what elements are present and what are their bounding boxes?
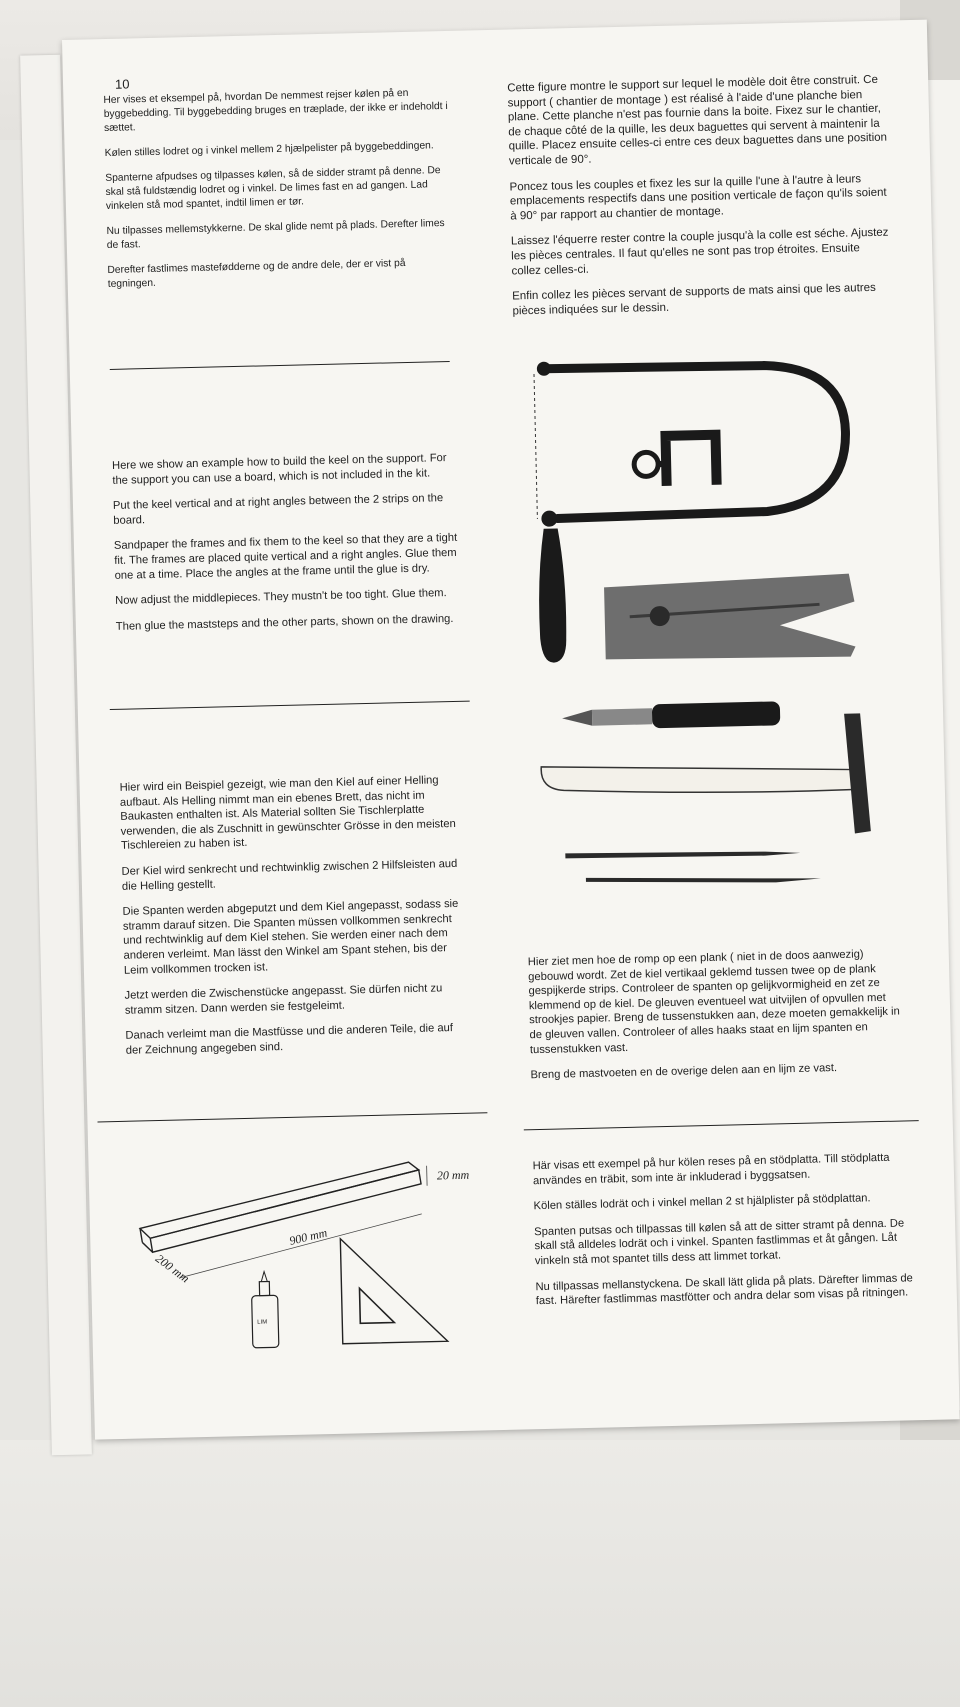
paintbrush-icon bbox=[565, 847, 821, 887]
german-paragraph: Die Spanten werden abgeputzt und dem Kiel angepasst, sodass sie stramm darauf sitzen. Die Spanten müssen vollkommen senkrecht und rechtwinklig auf dem Kiel stehen. Sie werden einer nach dem anderen verleimt. Man lässt den Winkel am Spant stehen, bis der Leim vollkommen trocken ist. bbox=[122, 898, 459, 977]
danish-paragraph: Her vises et eksempel på, hvordan De nemmest rejser kølen på en byggebedding. Til byggebedding bruges en træplade, der ikke er indeholdt i sættet. bbox=[103, 87, 448, 135]
section-divider bbox=[110, 701, 470, 710]
english-paragraph: Here we show an example how to build the keel on the support. For the support you can use a board, which is not included in the kit. bbox=[111, 452, 447, 487]
swedish-paragraph: Här visas ett exempel på hur kölen reses på en stödplatta. Till stödplatta användes en träbit, som inte är inkluderad i byggsatsen. bbox=[532, 1151, 890, 1187]
set-square-icon bbox=[340, 1236, 447, 1343]
french-paragraph: Laissez l'équerre rester contre la couple jusqu'à la colle est séche. Ajustez les pièces centrales. Il faut qu'elles ne sont pas trop étroites. Ensuite collez celles-ci. bbox=[510, 226, 889, 278]
german-paragraph: Jetzt werden die Zwischenstücke angepasst. Sie dürfen nicht zu stramm sitzen. Dann werden sie festgeleimt. bbox=[124, 982, 443, 1017]
wooden-clothespin-icon bbox=[604, 573, 856, 662]
swedish-paragraph: Spanten putsas och tillpassas till kølen så att de sitter stramt på denna. De skall stå alldeles lodrät och i vinkel. Spanten fastlimmas et åt gången. Låt vinkeln stå mot spantet tills dess att limmet torkat. bbox=[534, 1217, 905, 1268]
german-paragraph: Hier wird ein Beispiel gezeigt, wie man den Kiel auf einer Helling aufbaut. Als Helling nimmt man ein ebenes Brett, das nicht im Baukasten enthalten ist. Als Material sollten Sie Tischlerplatte verwenden, die als Zuschnitt in gewünschter Grösse in den meisten Tischlereien zu haben ist. bbox=[119, 774, 456, 853]
page-number: 10 bbox=[114, 76, 130, 92]
section-divider bbox=[97, 1112, 487, 1122]
glue-bottle-icon bbox=[251, 1271, 279, 1348]
swedish-paragraph: Kölen ställes lodrät och i vinkel mellan 2 st hjälplister på stödplattan. bbox=[533, 1192, 871, 1213]
danish-paragraph: Spanterne afpudses og tilpasses kølen, så de sidder stramt på denne. De skal stå fuldstændig lodret og i vinkel. De limes fast en ad gangen. Lad vinkelen stå mod spantet, indtil limen er tør. bbox=[105, 165, 441, 213]
section-divider bbox=[524, 1120, 919, 1130]
tools-illustration bbox=[513, 340, 906, 909]
dutch-section bbox=[528, 946, 911, 1094]
hammer-icon bbox=[540, 713, 871, 841]
french-section bbox=[507, 73, 893, 330]
width-dimension: 200 mm bbox=[152, 1251, 193, 1286]
french-paragraph: Enfin collez les pièces servant de supports de mats ainsi que les autres pièces indiquées sur le dessin. bbox=[512, 282, 876, 318]
wooden-board-icon bbox=[139, 1162, 430, 1279]
danish-paragraph: Nu tilpasses mellemstykkerne. De skal glide nemt på plads. Derefter limes de fast. bbox=[106, 218, 445, 251]
thickness-dimension: 20 mm bbox=[436, 1167, 470, 1183]
table-surface bbox=[0, 1440, 960, 1707]
english-paragraph: Sandpaper the frames and fix them to the keel so that they are a tight fit. The frames are placed quite vertical and a right angles. Glue them one at a time. Place the angles at the frame until the glue is dry. bbox=[113, 532, 458, 582]
french-paragraph: Poncez tous les couples et fixez les sur la quille l'une à l'autre à leurs emplacements respectifs dans une position verticale de façon qu'ils soient à 90° par rapport au chantier de montage. bbox=[509, 172, 887, 223]
dutch-paragraph: Hier ziet men hoe de romp op een plank ( niet in de doos aanwezig) gebouwd wordt. Zet de kiel vertikaal geklemd tussen twee op de plank gespijkerde strips. Controleer de spanten op gelijkvormigheid en zet ze klemmend op de kiel. De gleuven eventueel wat uitvijlen of opvullen met strookjes papier. Breng de tussenstukken aan, deze moeten gemakkelijk in de gleuven vallen. Controleer of alles haaks staat en lijm spanten en tussenstukken vast. bbox=[527, 948, 900, 1056]
german-section bbox=[119, 773, 471, 1070]
danish-paragraph: Kølen stilles lodret og i vinkel mellem 2 hjælpelister på byggebeddingen. bbox=[104, 140, 434, 160]
c-clamp-icon bbox=[634, 435, 717, 487]
french-paragraph: Cette figure montre le support sur lequel le modèle doit être construit. Ce support ( chantier de montage ) est réalisé à l'aide d'une planche bien plane. Cette planche n'est pas fournie dans la boite. Fixez sur le chantier, de chaque côté de la quille, les deux baguettes qui servent à maintenir la quille. Placez ensuite celles-ci entre ces deux baguettes dans une position verticale de 90°. bbox=[507, 73, 888, 168]
english-section bbox=[112, 451, 461, 645]
hobby-knife-icon bbox=[562, 701, 781, 730]
english-paragraph: Put the keel vertical and at right angles between the 2 strips on the board. bbox=[112, 492, 444, 527]
dutch-paragraph: Breng de mastvoeten en de overige delen aan en lijm ze vast. bbox=[530, 1062, 838, 1082]
english-paragraph: Now adjust the middlepieces. They mustn't be too tight. Glue them. bbox=[115, 587, 447, 608]
swedish-paragraph: Nu tillpassas mellanstyckena. De skall lätt glida på plats. Därefter limmas de fast. Härefter fastlimmas mastfötter och andra delar som visas på ritningen. bbox=[535, 1271, 913, 1308]
length-dimension: 900 mm bbox=[287, 1225, 329, 1248]
instruction-page bbox=[62, 20, 960, 1440]
german-paragraph: Danach verleimt man die Mastfüsse und die anderen Teile, die auf der Zeichnung angegeben sind. bbox=[125, 1022, 454, 1057]
swedish-section bbox=[532, 1150, 916, 1320]
german-paragraph: Der Kiel wird senkrecht und rechtwinklig zwischen 2 Hilfsleisten aud die Helling gestellt. bbox=[121, 857, 458, 893]
danish-paragraph: Derefter fastlimes mastefødderne og de andre dele, der er vist på tegningen. bbox=[107, 257, 406, 290]
glue-bottle-label: LIM bbox=[257, 1319, 268, 1326]
board-drawing bbox=[128, 1140, 504, 1419]
english-paragraph: Then glue the maststeps and the other parts, shown on the drawing. bbox=[115, 612, 454, 633]
danish-section bbox=[103, 86, 453, 303]
section-divider bbox=[110, 361, 450, 370]
